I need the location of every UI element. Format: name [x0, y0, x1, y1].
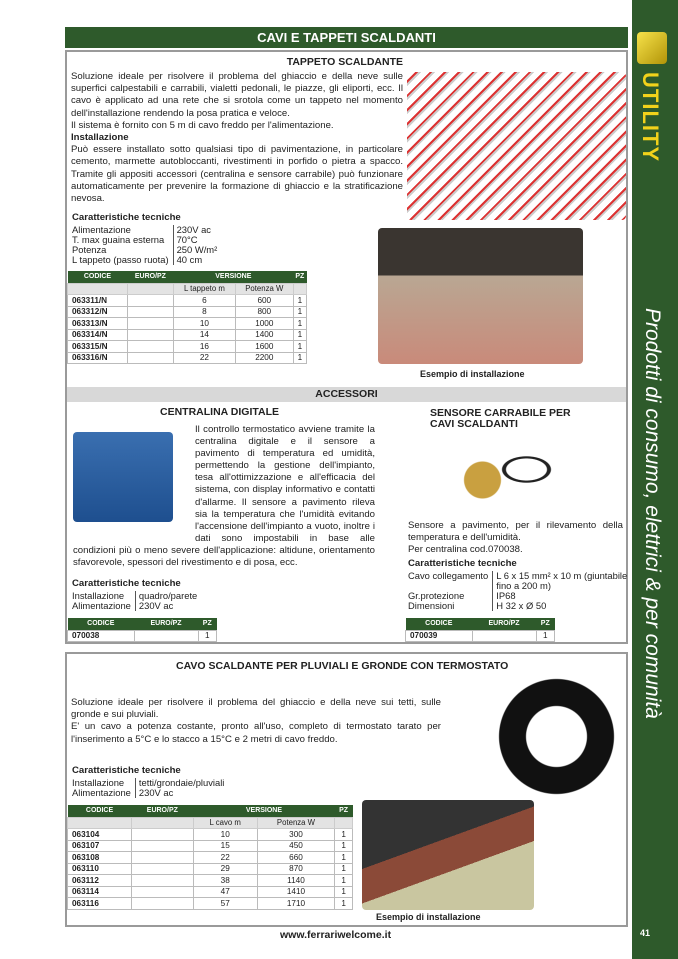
cavo-title: CAVO SCALDANTE PER PLUVIALI E GRONDE CON TERMOSTATO	[176, 660, 509, 672]
cavo-table	[67, 805, 353, 910]
installation-caption: Esempio di installazione	[420, 369, 525, 379]
table-row: 063315/N 16 1600 1	[68, 341, 307, 353]
spec-value: 70°C	[173, 235, 218, 245]
spec-key: Potenza	[72, 244, 107, 255]
spec-key: Alimentazione	[72, 787, 131, 798]
table-row: 063104 10 300 1	[68, 829, 353, 841]
spec-key: L tappeto (passo ruota)	[72, 254, 169, 265]
table-row: 070038 1	[68, 630, 217, 642]
tappeto-description: Soluzione ideale per risolvere il problema del ghiaccio e della neve sulle superfici calpestabili e carrabili, vialetti pedonali, le piazze, gli eliporti, ecc. Il cavo è applicato ad una rete che si srotola come un tappeto nel momento dell'installazione rendendo la posa pratica e veloce. Il sistema è fornito con 5 m di cavo freddo per l'alimentazione. Installazione Può essere installato sotto qualsiasi tipo di pavimentazione, in particolare cemento, marmette autobloccanti, rivestimenti in porfido o pietra a spacco. Tramite gli appositi accessori (centralina e sensore carrabile) può funzionare automaticamente per prevenire la formazione di ghiaccio e la stratificazione nevosa.	[71, 71, 403, 205]
centralina-text: Il controllo termostatico avviene tramite la centralina digitale e il sensore a pavimento di temperatura ed umidità, permettendo la gestione dell'impianto, tesa all'ottimizzazione e all'efficacia del sistema, con display informativo e contatti d'allarme. Il sensore a pavimento rileva sia la temperatura che l'umidità evitando l'accensione dell'impianto a vuoto, inoltre i dati sono impostabili in base alle condizioni più o meno severe dell'applicazione: altidune, orientamento sfavorevole, spessori del rivestimento e di posa, ecc.	[73, 424, 375, 569]
spec-key: Gr.protezione	[408, 590, 465, 601]
table-subheader: L cavo m Potenza W	[68, 817, 353, 829]
category-label: UTILITY	[638, 72, 663, 163]
specs-title: Caratteristiche tecniche	[72, 765, 181, 776]
specs-title: Caratteristiche tecniche	[72, 212, 181, 223]
page-number: 41	[640, 928, 651, 938]
table-row: 063112 38 1140 1	[68, 875, 353, 887]
specs-list	[72, 591, 197, 611]
table-row: 063107 15 450 1	[68, 840, 353, 852]
sensore-text: Sensore a pavimento, per il rilevamento della temperatura e dell'umidità. Per centralina cod.070038.	[408, 520, 623, 556]
spec-key: Dimensioni	[408, 600, 455, 611]
cable-coil-image	[488, 676, 625, 797]
table-row: 063108 22 660 1	[68, 852, 353, 864]
tappeto-title: TAPPETO SCALDANTE	[286, 56, 403, 68]
table-row: 063110 29 870 1	[68, 863, 353, 875]
specs-title: Caratteristiche tecniche	[72, 578, 181, 589]
centralina-title: CENTRALINA DIGITALE	[160, 406, 279, 418]
tappeto-table	[67, 271, 307, 364]
spec-key: Installazione	[72, 590, 125, 601]
spec-value: quadro/parete	[135, 591, 197, 601]
spec-key: Cavo collegamento	[408, 570, 489, 581]
table-header: CODICE EURO/PZ PZ	[68, 618, 217, 630]
specs-title: Caratteristiche tecniche	[408, 558, 517, 569]
toolbox-icon	[637, 32, 667, 64]
table-header: CODICE EURO/PZ VERSIONE PZ	[68, 805, 353, 817]
table-row: 063316/N 22 2200 1	[68, 352, 307, 364]
spec-key: Installazione	[72, 777, 125, 788]
gutter-installation-photo	[362, 800, 534, 910]
section-label: Prodotti di consumo, elettrici & per comunità	[641, 308, 664, 719]
centralina-table	[67, 618, 217, 642]
table-row: 063313/N 10 1000 1	[68, 318, 307, 330]
spec-key: T. max guaina esterna	[72, 234, 165, 245]
spec-value: 40 cm	[173, 255, 218, 265]
spec-key: Alimentazione	[72, 224, 131, 235]
table-subheader: L tappeto m Potenza W	[68, 283, 307, 295]
spec-value: 250 W/m²	[173, 245, 218, 255]
spec-key: Alimentazione	[72, 600, 131, 611]
sensore-table	[405, 618, 555, 642]
cavo-text: Soluzione ideale per risolvere il problema del ghiaccio e della neve sui tetti, sulle gronde e sui pluviali. E' un cavo a potenza costante, pronto all'uso, completo di termostato tarato per l'inserimento a 5°C e lo stacco a 15°C e 2 metri di cavo freddo.	[71, 697, 441, 745]
specs-list	[72, 778, 224, 798]
spec-value: 230V ac	[135, 788, 224, 798]
heating-mat-image	[407, 72, 626, 220]
spec-value: 230V ac	[173, 225, 218, 235]
table-row: 063116 57 1710 1	[68, 898, 353, 910]
specs-list	[72, 225, 217, 265]
table-row: 063311/N 6 600 1	[68, 295, 307, 307]
table-row: 070039 1	[406, 630, 555, 642]
spec-value: H 32 x Ø 50	[492, 601, 628, 611]
table-header: CODICE EURO/PZ PZ	[406, 618, 555, 630]
table-row: 063312/N 8 800 1	[68, 306, 307, 318]
installation-photo	[378, 228, 583, 364]
table-header: CODICE EURO/PZ VERSIONE PZ	[68, 271, 307, 283]
spec-value: 230V ac	[135, 601, 197, 611]
spec-value: IP68	[492, 591, 628, 601]
spec-value: tetti/grondaie/pluviali	[135, 778, 224, 788]
table-row: 063314/N 14 1400 1	[68, 329, 307, 341]
page-title: CAVI E TAPPETI SCALDANTI	[65, 27, 628, 48]
installation-caption: Esempio di installazione	[376, 912, 481, 922]
spec-value: L 6 x 15 mm² x 10 m (giuntabile fino a 200 m)	[492, 571, 628, 591]
sensore-title: SENSORE CARRABILE PER CAVI SCALDANTI	[430, 407, 571, 430]
specs-list	[408, 571, 628, 611]
sensor-image	[455, 438, 565, 508]
accessori-header: ACCESSORI	[67, 387, 626, 402]
website-link[interactable]: www.ferrariwelcome.it	[280, 929, 392, 941]
table-row: 063114 47 1410 1	[68, 886, 353, 898]
